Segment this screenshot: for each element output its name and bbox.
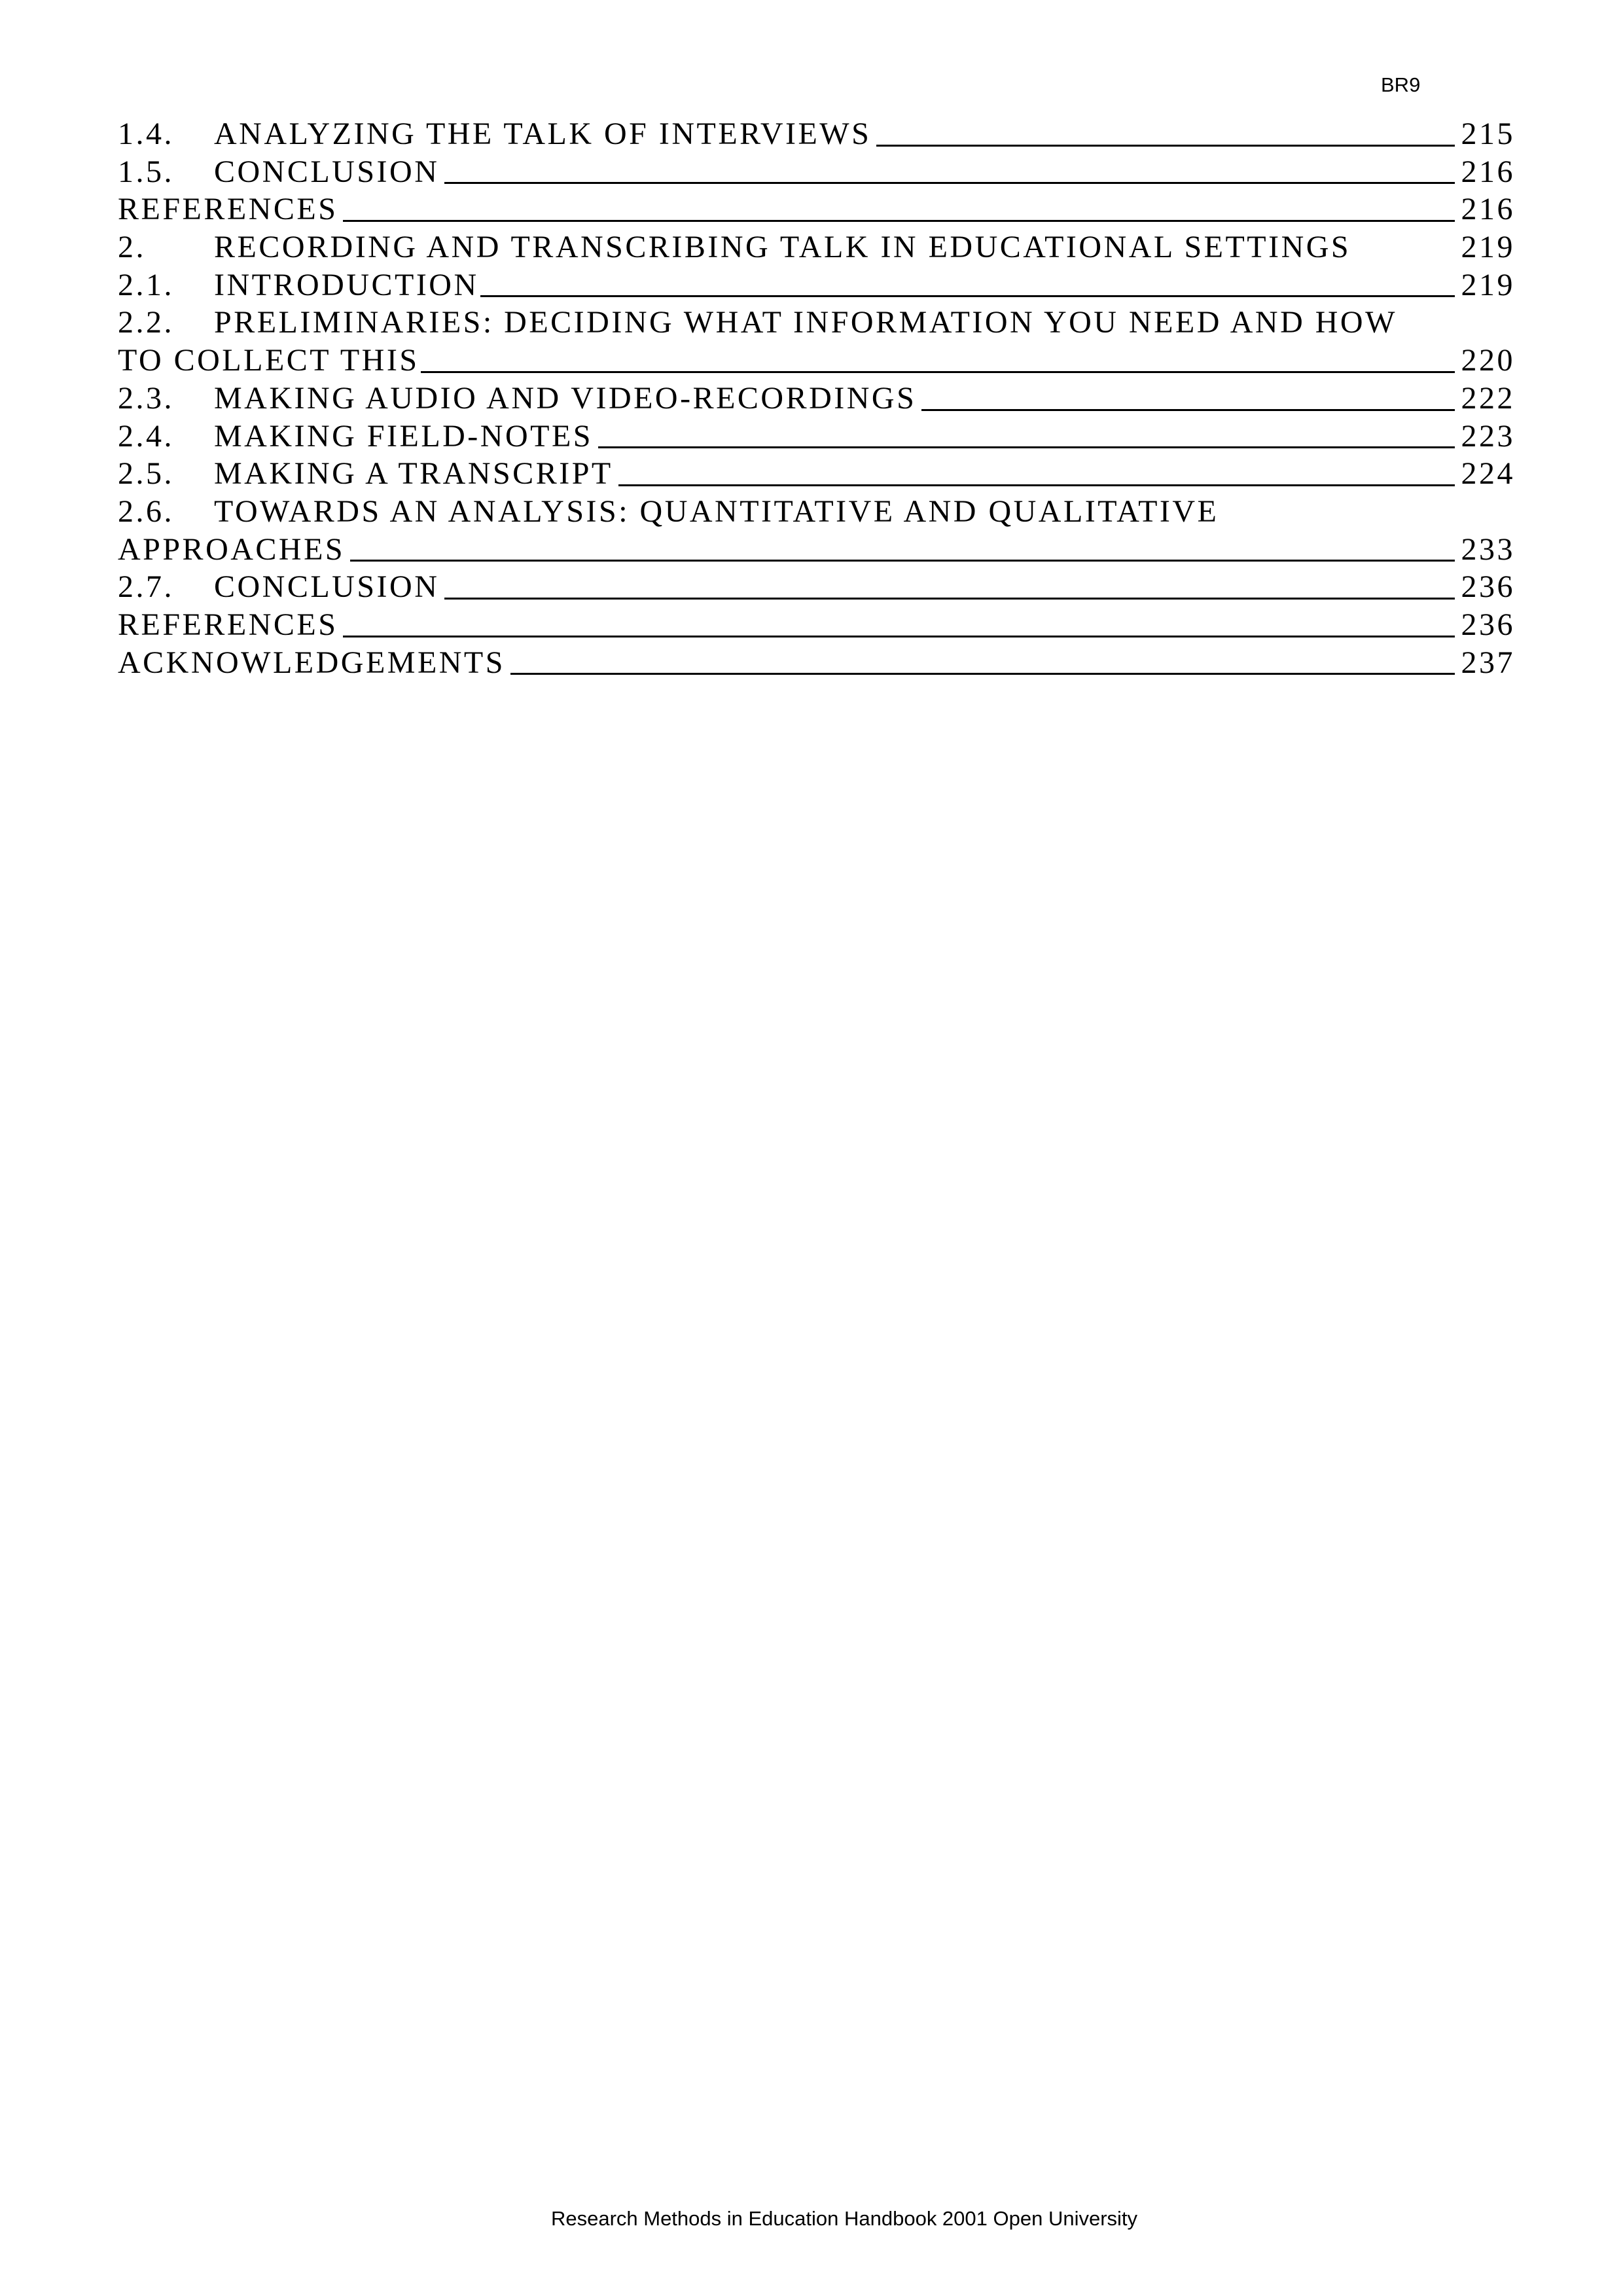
toc-entry-number: 1.5. <box>118 154 174 189</box>
toc-entry-title: PRELIMINARIES: DECIDING WHAT INFORMATION YOU NEED AND HOW <box>214 305 1397 340</box>
toc-leader <box>350 557 1454 562</box>
toc-leader <box>421 368 1455 373</box>
document-code: BR9 <box>1381 73 1421 96</box>
toc-leader <box>444 179 1454 184</box>
toc-entry-number: 2.6. <box>118 493 174 529</box>
toc-entry-page: 219 <box>1461 267 1515 302</box>
toc-entry-title: MAKING FIELD-NOTES <box>214 418 593 454</box>
toc-entry-number: 1.4. <box>118 117 174 151</box>
toc-entry-page: 237 <box>1461 645 1515 680</box>
toc-entry-page: 223 <box>1461 418 1515 454</box>
toc-entry-number: 2.5. <box>118 456 174 492</box>
toc-entry[interactable] <box>118 568 1515 606</box>
toc-entry-title-continued: APPROACHES <box>118 531 346 567</box>
toc-entry-number: 2. <box>118 230 146 265</box>
toc-entry-number: 2.4. <box>118 418 174 454</box>
toc-entry-title: RECORDING AND TRANSCRIBING TALK IN EDUCATIONAL SETTINGS <box>214 230 1351 265</box>
toc-entry-number: 2.1. <box>118 267 174 302</box>
toc-leader <box>343 217 1454 222</box>
toc-leader <box>480 293 1455 297</box>
toc-entry-title: CONCLUSION <box>214 154 440 189</box>
toc-entry-title: ANALYZING THE TALK OF INTERVIEWS <box>214 117 872 151</box>
toc-entry-title: TOWARDS AN ANALYSIS: QUANTITATIVE AND QUALITATIVE <box>214 493 1219 529</box>
toc-leader <box>921 406 1454 411</box>
toc-entry[interactable] <box>118 606 1515 644</box>
toc-entry-title: REFERENCES <box>118 192 338 227</box>
toc-entry[interactable] <box>118 418 1515 456</box>
toc-entry-title: REFERENCES <box>118 607 338 642</box>
toc-entry[interactable] <box>118 493 1515 531</box>
toc-entry[interactable] <box>118 644 1515 682</box>
toc-entry-title: MAKING AUDIO AND VIDEO-RECORDINGS <box>214 380 917 416</box>
toc-entry-title: INTRODUCTION <box>214 267 479 302</box>
toc-entry-continuation[interactable] <box>118 531 1515 569</box>
toc-entry[interactable] <box>118 190 1515 228</box>
toc-entry-page: 216 <box>1461 154 1515 189</box>
toc-entry-page: 236 <box>1461 607 1515 642</box>
toc-entry[interactable] <box>118 304 1515 342</box>
toc-entry-page: 215 <box>1461 117 1515 151</box>
toc-entry-page: 224 <box>1461 456 1515 492</box>
toc-leader <box>510 670 1455 675</box>
toc-entry-page: 216 <box>1461 192 1515 227</box>
toc-entry-number: 2.3. <box>118 380 174 416</box>
toc-entry-number: 2.7. <box>118 569 174 605</box>
toc-entry-continuation[interactable] <box>118 342 1515 380</box>
toc-entry[interactable] <box>118 380 1515 418</box>
toc-entry[interactable] <box>118 153 1515 191</box>
toc-entry-page: 233 <box>1461 531 1515 567</box>
toc-leader <box>444 595 1454 600</box>
table-of-contents <box>118 115 1515 681</box>
toc-entry-title: MAKING A TRANSCRIPT <box>214 456 613 492</box>
toc-leader <box>343 633 1454 637</box>
toc-entry[interactable] <box>118 455 1515 493</box>
toc-leader <box>876 142 1454 147</box>
toc-entry-page: 236 <box>1461 569 1515 605</box>
toc-entry-title: ACKNOWLEDGEMENTS <box>118 645 505 680</box>
toc-entry[interactable] <box>118 115 1515 153</box>
toc-entry-page: 219 <box>1461 230 1515 265</box>
toc-leader <box>618 482 1455 486</box>
toc-entry-page: 220 <box>1461 343 1515 378</box>
page-footer: Research Methods in Education Handbook 2001 Open University <box>550 2207 1138 2230</box>
toc-entry-title-continued: TO COLLECT THIS <box>118 343 419 378</box>
toc-entry[interactable] <box>118 228 1515 266</box>
toc-leader <box>598 444 1455 448</box>
toc-entry-number: 2.2. <box>118 305 174 340</box>
toc-entry-title: CONCLUSION <box>214 569 440 605</box>
toc-entry-page: 222 <box>1461 380 1515 416</box>
toc-entry[interactable] <box>118 266 1515 304</box>
